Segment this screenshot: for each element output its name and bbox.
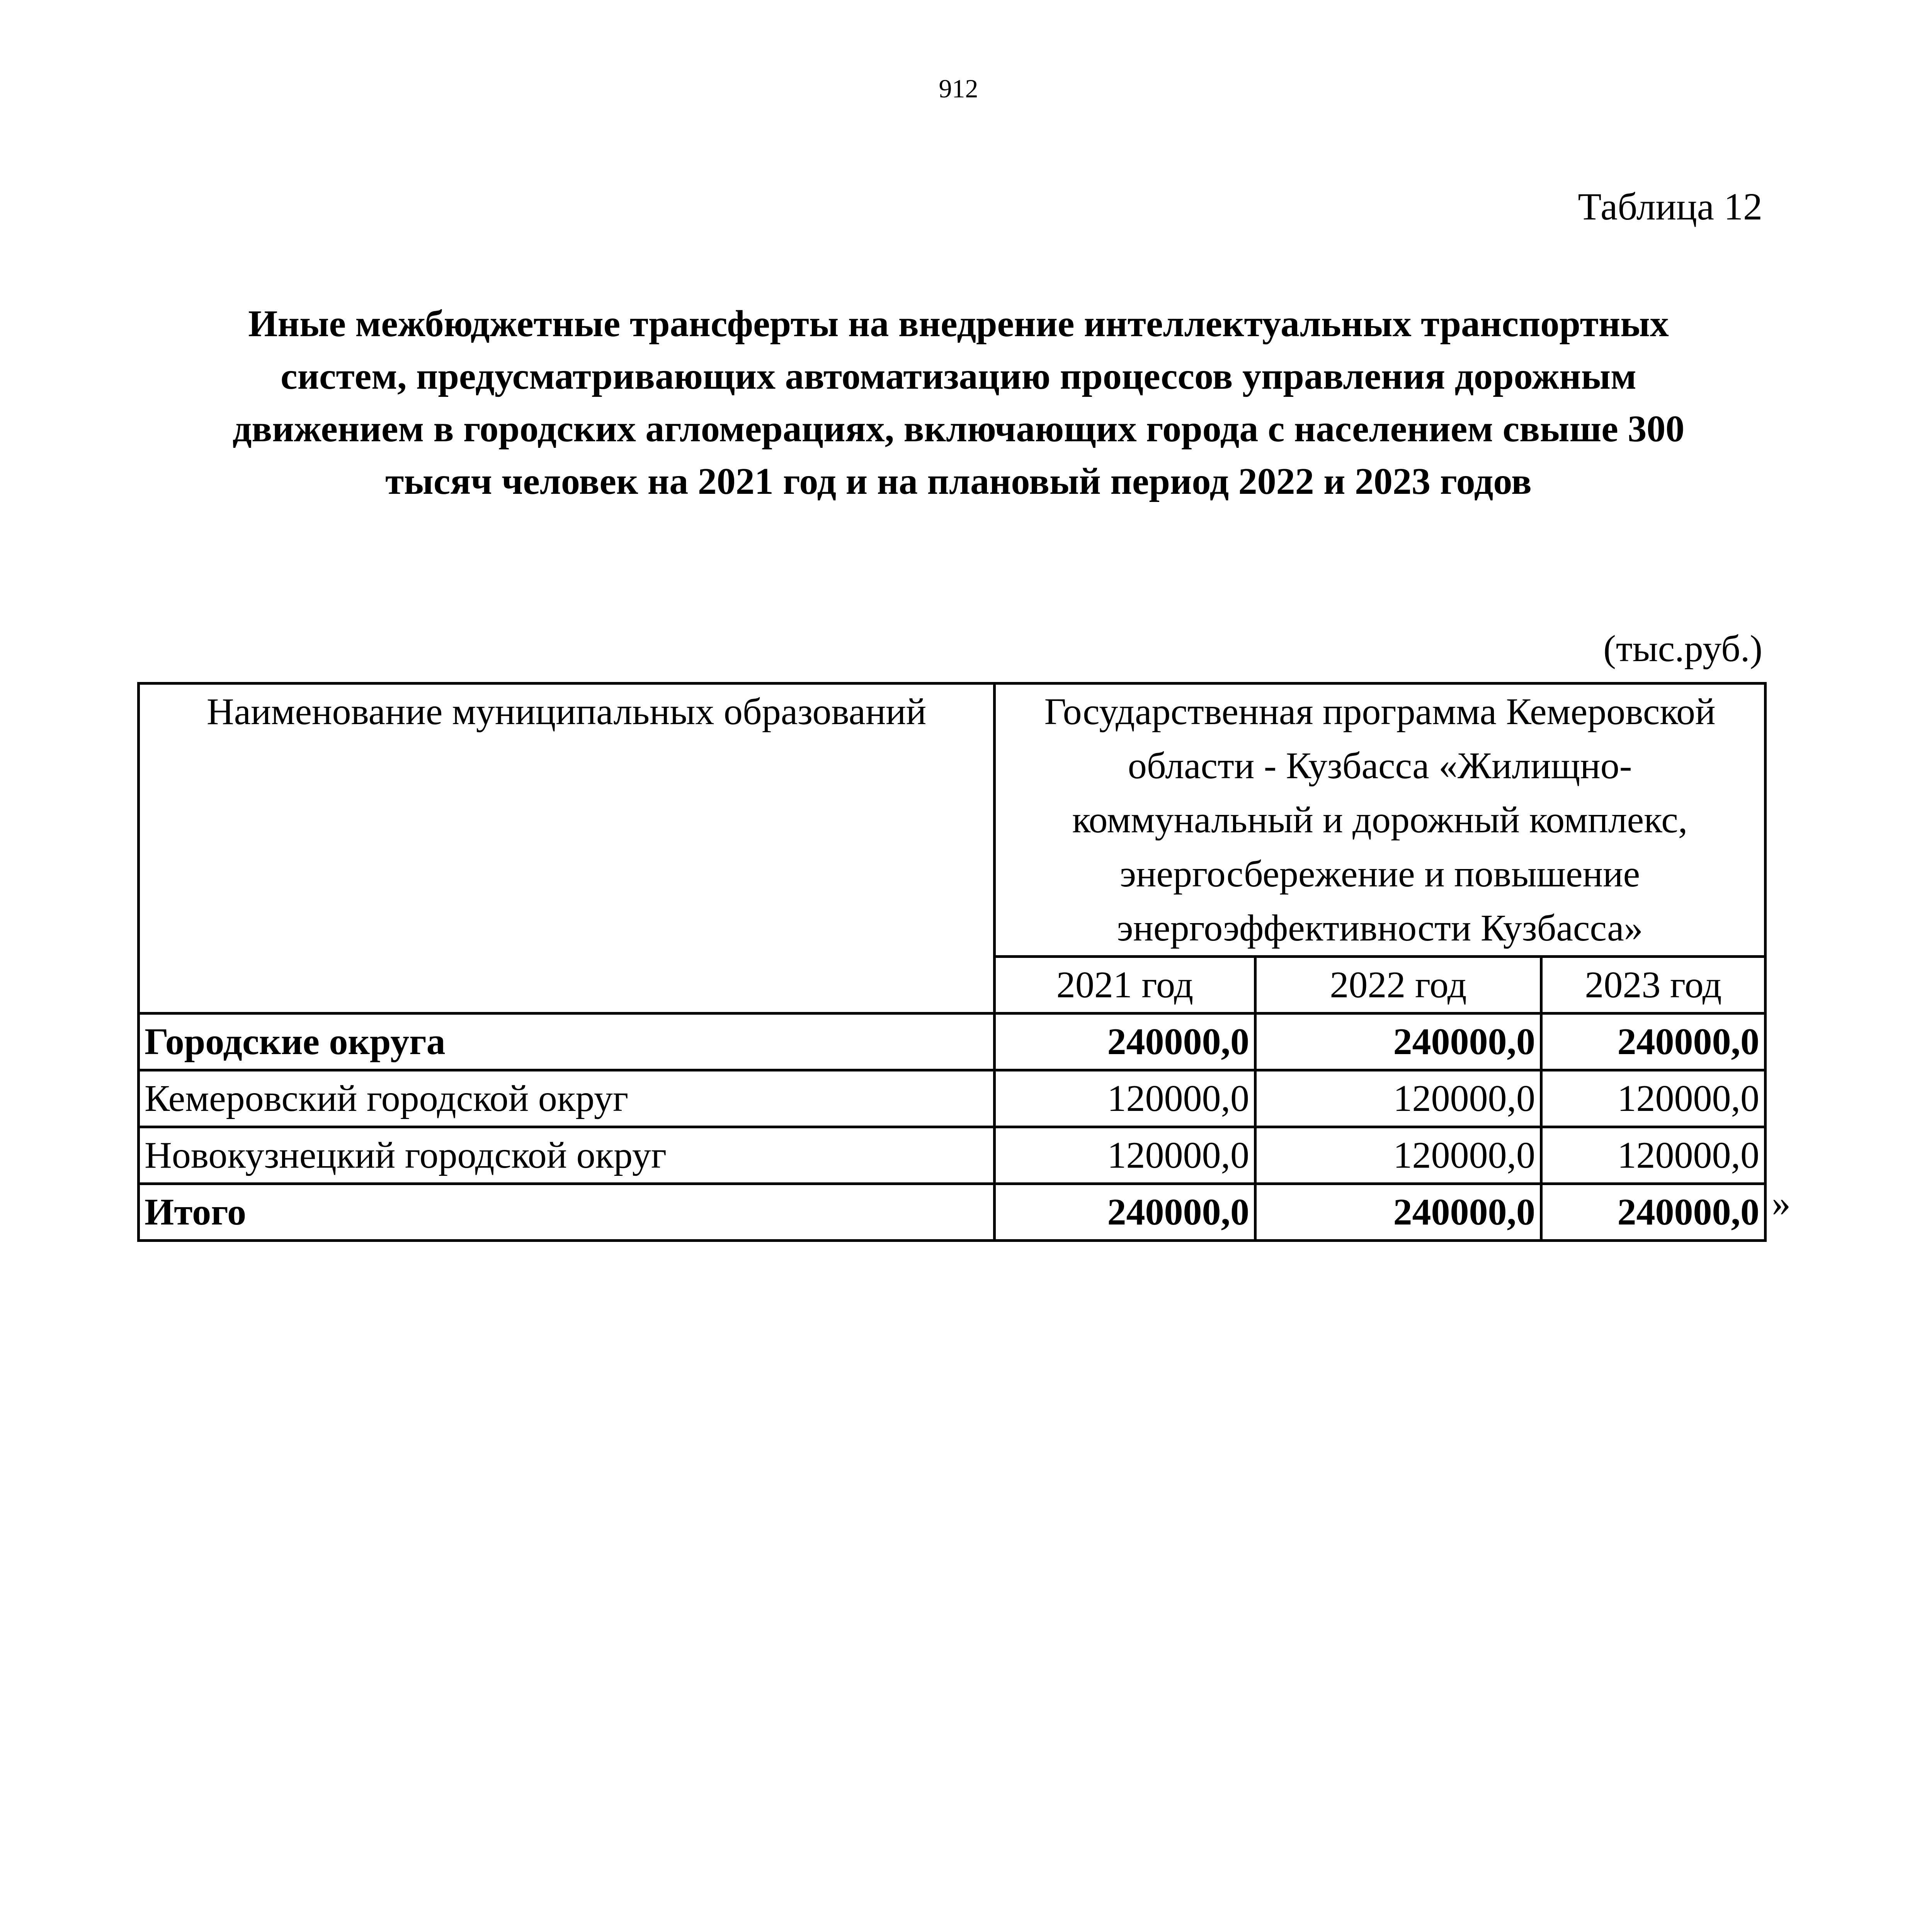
year-header-2023: 2023 год [1541, 957, 1766, 1014]
program-header-line: области - Кузбасса «Жилищно- [1128, 745, 1632, 787]
program-header [995, 684, 1766, 957]
row-value-2021: 120000,0 [995, 1127, 1255, 1184]
municipality-name-header: Наименование муниципальных образований [139, 684, 995, 1014]
table-row [139, 1014, 1766, 1070]
year-header-2022: 2022 год [1255, 957, 1541, 1014]
table-row [139, 1127, 1766, 1184]
row-value-2023: 120000,0 [1541, 1127, 1766, 1184]
row-value-2022: 120000,0 [1255, 1070, 1541, 1127]
row-name: Городские округа [139, 1014, 995, 1070]
title-line: тысяч человек на 2021 год и на плановый период 2022 и 2023 годов [385, 461, 1532, 502]
row-value-2021: 120000,0 [995, 1070, 1255, 1127]
row-value-2021: 240000,0 [995, 1014, 1255, 1070]
row-value-2023: 240000,0 [1541, 1184, 1766, 1241]
row-value-2023: 240000,0 [1541, 1014, 1766, 1070]
units-label: (тыс.руб.) [1603, 628, 1762, 670]
program-header-line: коммунальный и дорожный комплекс, [1072, 799, 1688, 841]
title-line: Иные межбюджетные трансферты на внедрение интеллектуальных транспортных [248, 303, 1669, 345]
program-header-line: энергосбережение и повышение [1119, 853, 1640, 895]
page-number: 912 [939, 74, 978, 103]
row-value-2022: 240000,0 [1255, 1014, 1541, 1070]
header-row [139, 684, 1766, 957]
program-header-line: Государственная программа Кемеровской [1044, 691, 1716, 733]
title-line: движением в городских агломерациях, включающих города с населением свыше 300 [232, 408, 1685, 450]
table-row [139, 1184, 1766, 1241]
row-value-2023: 120000,0 [1541, 1070, 1766, 1127]
document-title [143, 298, 1774, 508]
transfers-table [137, 682, 1767, 1242]
closing-quote: » [1772, 1182, 1791, 1224]
row-name: Новокузнецкий городской округ [139, 1127, 995, 1184]
table-label: Таблица 12 [1578, 185, 1762, 228]
row-name: Итого [139, 1184, 995, 1241]
program-header-line: энергоэффективности Кузбасса» [1117, 907, 1643, 949]
year-header-2021: 2021 год [995, 957, 1255, 1014]
row-value-2022: 120000,0 [1255, 1127, 1541, 1184]
row-name: Кемеровский городской округ [139, 1070, 995, 1127]
row-value-2021: 240000,0 [995, 1184, 1255, 1241]
table-row [139, 1070, 1766, 1127]
title-line: систем, предусматривающих автоматизацию процессов управления дорожным [281, 355, 1636, 397]
row-value-2022: 240000,0 [1255, 1184, 1541, 1241]
